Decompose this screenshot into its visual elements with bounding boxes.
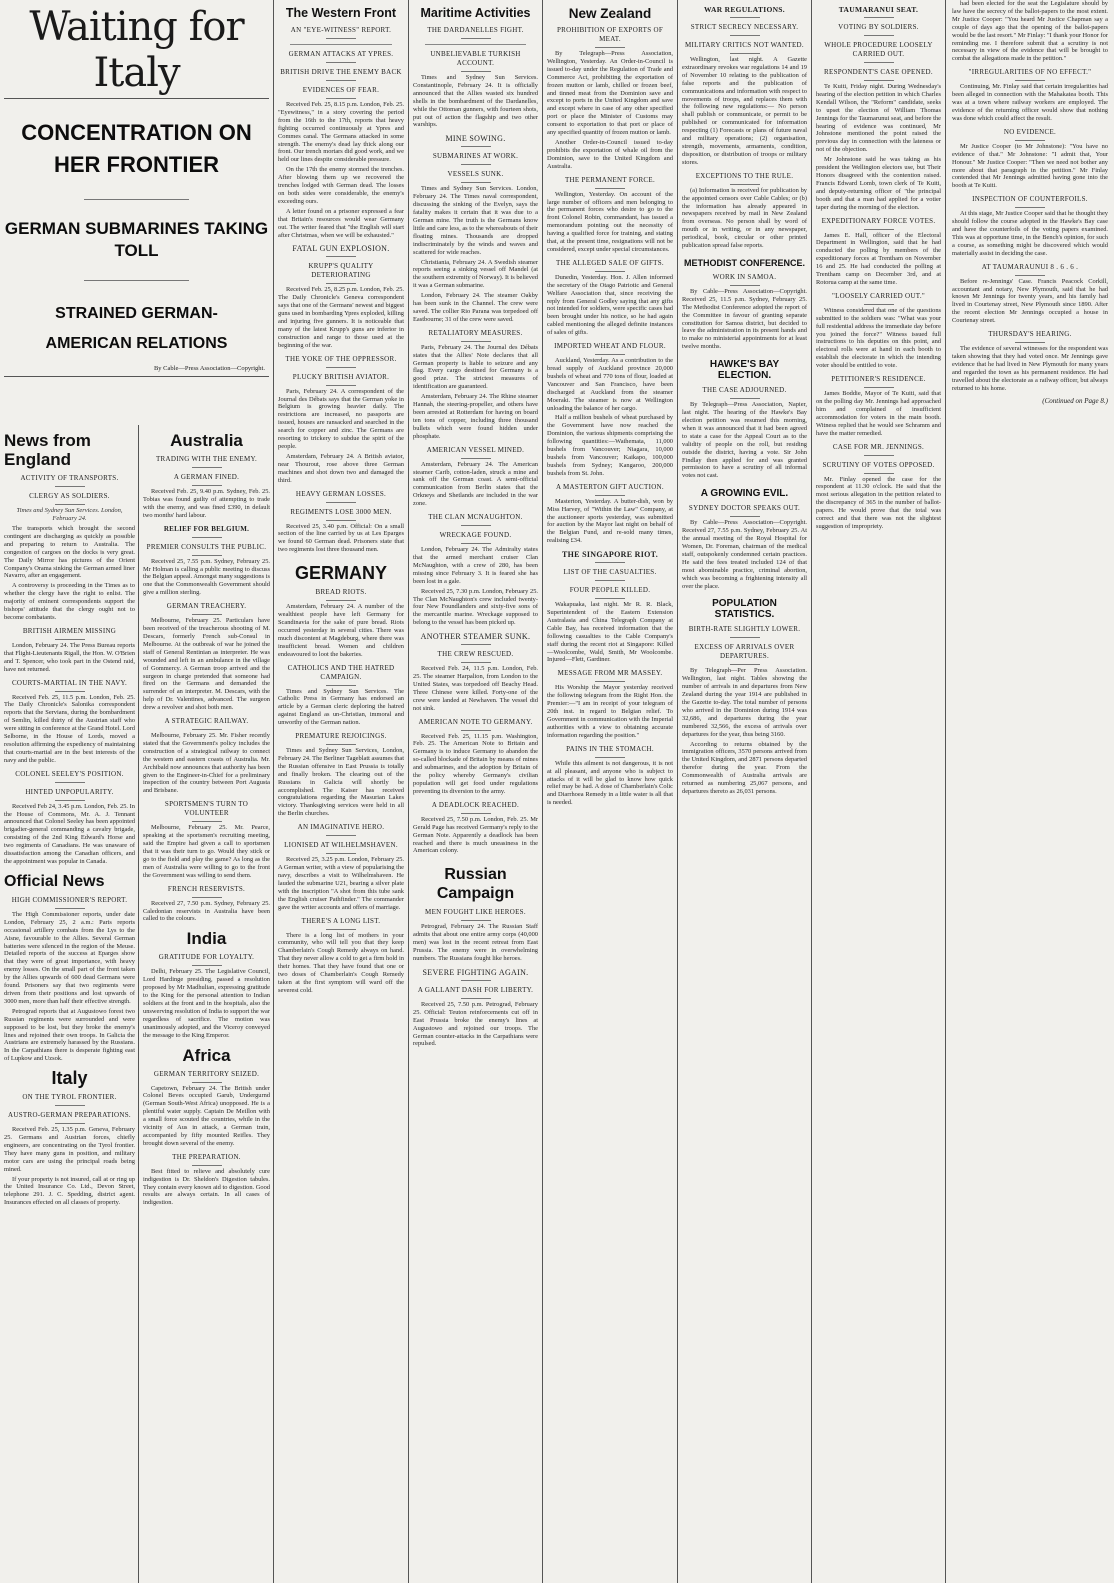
article-text: Received 25, 7.55 p.m. Sydney, February 25. Mr Holman is calling a public meeting to discuss the Belgian appeal. Amongst many suggestions is one that the Commonwealth Government should give a million sterling. bbox=[143, 557, 270, 597]
article-text: (a) Information is received for publication by the appointed censors over Cable Cables; or (b) the information has already appeared in newspapers received by mail in New Zealand from overseas. No person shall by word of mouth or in writing, or in any newspaper, periodical, book, circular or other printed publication spread false reports. bbox=[682, 186, 807, 250]
article-text: Capetown, February 24. The British under Colonel Beves occupied Garub, Undergurnd (German South-West Africa) unopposed. He is a plentiful water supply. Captain De Meillon with a small force scouted the countries, while in the vicinity of Aus in attack, a German train, accompanied by fifty mounted Reifles. They brought down several of the enemy. bbox=[143, 1084, 270, 1147]
article-text: James E. Hall, officer of the Electoral Department in Wellington, said that he had conducted the polling by members of the expeditionary forces at Trentham on November 16 and 25. He had conducted the polling at Trentham camp on December 3rd, and at Rotorua camp at the same time. bbox=[816, 231, 941, 286]
subhead: STRICT SECRECY NECESSARY. bbox=[682, 23, 807, 36]
subhead: HIGH COMMISSIONER'S REPORT. bbox=[4, 896, 135, 909]
subhead: KRUPP'S QUALITY DETERIORATING bbox=[278, 262, 404, 284]
article-text: Times and Sydney Sun Services. The Catholic Press in Germany has endorsed an article by a German cleric deploring the hatred against England as un-Christian, immoral and unworthy of the German nation. bbox=[278, 687, 404, 727]
front-section bbox=[0, 0, 273, 1583]
subhead: THE PERMANENT FORCE. bbox=[547, 176, 673, 189]
subhead: WORK IN SAMOA. bbox=[682, 273, 807, 286]
article-text: Paris, February 24. A correspondent of the Journal des Débats says that the German yoke in Belgium is growing heavier daily. The restrictions are increased, no passports are issued, houses are ransacked and searched in the search for copper and zinc. The Germans are resorting to trickery to subdue the spirit of the people. bbox=[278, 387, 404, 450]
article-text: By Telegraph—Per Press Association. Wellington, last night. Tables showing the number of arrivals in and departures from New Zealand during the year 1914 are published in the Gazette to-day. The total number of persons who arrived in the Dominion during 1914 was 32,686, and departures during the year numbered 32,566, the excess of arrivals over departures for the year, thus being 3160. bbox=[682, 667, 807, 738]
masthead-rule bbox=[4, 98, 269, 99]
subhead: HEAVY GERMAN LOSSES. bbox=[278, 490, 404, 503]
subhead: THE DARDANELLES FIGHT. bbox=[413, 26, 538, 39]
article-text: On the 17th the enemy stormed the trenches. After blowing them up we recovered the trenches lodged with German dead. The losses on both sides were considerable, the enemy's exceeding ours. bbox=[278, 166, 404, 205]
headline-submarines: GERMAN SUBMARINES TAKING TOLL bbox=[4, 219, 269, 260]
continuation-column bbox=[946, 0, 1114, 1583]
article-text: Received Feb. 25, 8.25 p.m. London, Feb. 25. The Daily Chronicle's Geneva correspondent says that one of the Germans' newest and biggest guns used in bombarding Ypres exploded, killing and injuring five gunners. It is noticeable that many of the latest Krupp's guns are inferior in construction and range to those used at the beginning of the war. bbox=[278, 286, 404, 349]
article-text: By Cable—Press Association—Copyright. Received 25, 11.5 p.m. Sydney, February 25. The Methodist Conference adopted the report of the Committee in favour of granting separate constitution for Samoa district, but decided to leave the administration in its present hands and to make no ministerial appointments for at least twelve months. bbox=[682, 287, 807, 351]
section-title-growing-evil: A GROWING EVIL. bbox=[700, 488, 789, 500]
subhead: SPORTSMEN'S TURN TO VOLUNTEER bbox=[143, 800, 270, 822]
subhead: A GERMAN FINED. bbox=[143, 473, 270, 486]
subhead: COURTS-MARTIAL IN THE NAVY. bbox=[4, 679, 135, 692]
subhead: AUSTRO-GERMAN PREPARATIONS. bbox=[4, 1111, 135, 1124]
article-text: Dunedin, Yesterday. Hon. J. Allen informed the secretary of the Otago Patriotic and General Welfare Association that, since receiving the reply from General Godley saying that any gifts not intended for soldiers, were specific cases had been brought under his notice, so he had again cabled mentioning the alleged definite instances of sales of gifts. bbox=[547, 273, 673, 337]
masthead: Waiting for Italy bbox=[29, 4, 244, 96]
article-text: A controversy is proceeding in the Times as to whether the clergy have the right to enlist. The majority of eminent correspondents support the bishops' attitude that the clergy ought not to become combatants. bbox=[4, 582, 135, 621]
subhead: MESSAGE FROM MR MASSEY. bbox=[547, 669, 673, 682]
subhead: VESSELS SUNK. bbox=[413, 170, 538, 183]
subhead: PLUCKY BRITISH AVIATOR. bbox=[278, 373, 404, 386]
subhead: AT TAUMARAUNUI 8 . 6 . 6 . bbox=[952, 263, 1108, 276]
subhead: AMERICAN VESSEL MINED. bbox=[413, 446, 538, 459]
article-text: The High Commissioner reports, under date London, February 25, 2 a.m.: Paris reports occasional artillery combats from the Lys to the Aisne, favourable to the Allies. Several German batteries were silenced in the region of the Meuse. Detailed reports of the success at Eparges show that they were of great importance, with heavy enemy losses. On the small part of the front taken by the Allies upwards of 600 dead Germans were found. Prisoners say that two regiments were driven from their positions and lost upwards of 3000 men, more than half their effective strength. bbox=[4, 910, 135, 1005]
subhead: PAINS IN THE STOMACH. bbox=[547, 745, 673, 758]
subhead: RELIEF FOR BELGIUM. bbox=[143, 525, 270, 538]
subhead: "LOOSELY CARRIED OUT." bbox=[816, 292, 941, 305]
subhead: SEVERE FIGHTING AGAIN. bbox=[413, 968, 538, 981]
subhead: SUBMARINES AT WORK. bbox=[413, 152, 538, 165]
article-text: By Telegraph—Press Association, Napier, last night. The hearing of the Hawke's Bay election petition was resumed this morning, when it was announced that it had been agreed to state a case for the Appeal Court as to the validity of people on the roll, but residing outside the district, having a vote. Sir John Findlay then applied for and was granted permission to have a scrutiny of all informal votes not cast. bbox=[682, 401, 807, 480]
article-text: According to returns obtained by the immigration officers, 3570 persons arrived from the United Kingdom, and 2871 persons departed therefor during the year. From the Commonwealth of Australia arrivals are returned as numbering 25,067 persons, and departures thereto as 26,031 persons. bbox=[682, 740, 807, 795]
advertisement: If your property is not insured, call at or ring up the United Insurance Co. Ltd., Devon Street, telephone 291. J. C. Spedding, district agent. Insurances effected on all classes of property. bbox=[4, 1175, 135, 1207]
article-text: At this stage, Mr Justice Cooper said that he thought they should follow the course adopted in the Hawke's Bay case and have the counterfoils of the voting papers examined. This was at opportune time, in the Bench's opinion, for such a course, as something might be discovered which would materially assist in deciding the case. bbox=[952, 210, 1108, 257]
advertisement: While this ailment is not dangerous, it is not at all pleasant, and anyone who is subject to attacks of it will be glad to know how quick relief may be had. A dose of Chamberlain's Colic and Diarrhoea Remedy in a little water is all that is needed. bbox=[547, 759, 673, 807]
article-text: London, February 24. The Press Bureau reports that Flight-Lieutenants Rigall, the Hon. W. O'Brien and T. Spencer, who took part in the Ostend raid, have not returned. bbox=[4, 641, 135, 673]
article-text: Received 25, 7.30 p.m. London, February 25. The Clan McNaughton's crew included twenty-four New Foundlanders and sixty-five sons of the mercantile marine. Wreckage supposed to belong to the vessel has been picked up. bbox=[413, 587, 538, 627]
article-text: Petrograd, February 24. The Russian Staff admits that about one entire army corps (40,000 men) was lost in the recent retreat from East Prussia. The enemy were in overwhelming numbers. The Russians fought like heroes. bbox=[413, 923, 538, 962]
subhead: THE YOKE OF THE OPPRESSOR. bbox=[278, 355, 404, 368]
subhead: GERMAN ATTACKS AT YPRES. bbox=[278, 50, 404, 63]
subhead: PROHIBITION OF EXPORTS OF MEAT. bbox=[547, 26, 673, 48]
article-text: Wellington, Yesterday. On account of the large number of officers and men belonging to the permanent forces who desire to go to the front Colonel Robin, commandant, has issued a memorandum pointing out the necessity of having a qualified force for training, and stating that, at the present time, resignations will not be considered, except under special circumstances. bbox=[547, 190, 673, 253]
subhead: EXPEDITIONARY FORCE VOTES. bbox=[816, 217, 941, 230]
article-text: Received 25, 7.50 p.m. London, Feb. 25. Mr Gerald Page has received Germany's reply to the German Note. Apparently a deadlock has been reached and there is much uneasiness in the American colony. bbox=[413, 815, 538, 855]
article-text: Masterton, Yesterday. A butter-dish, won by Miss Harvey, of "Within the Law" Company, at the auctioneer sports yesterday, was submitted for auction by the Mayor last night on behalf of the Belgian Fund, and re-sold many times, realising £34. bbox=[547, 497, 673, 545]
section-title-england: News from England bbox=[4, 431, 91, 469]
section-title-methodist: METHODIST CONFERENCE. bbox=[683, 257, 805, 268]
article-text: By Cable—Press Association—Copyright. Received 27, 7.55 p.m. Sydney, February 25. At the annual meeting of the Royal Hospital for Women, Dr. Foreman, chairman of the medical staff, outspokenly condemned certain practices. He said the fees treated included 124 of that most abominable practice, criminal abortion, which was becoming a frightening intensity all over the place. bbox=[682, 519, 807, 590]
subhead: THE PREPARATION. bbox=[143, 1153, 270, 1166]
divider bbox=[425, 44, 526, 45]
article-text: Received Feb. 25, 8.15 p.m. London, Feb. 25. "Eyewitness," in a story covering the period from the 16th to the 17th, reports that heavy fighting occurred continuously at Ypres and Commes canal. The Germans attacked in some strength. The enemy's dead lay thick along our front. Our trench mortars did good work, and we held our lines despite considerable pressure. bbox=[278, 101, 404, 164]
subhead: WAR REGULATIONS. bbox=[682, 5, 807, 18]
advertisement: There is a long list of mothers in your community, who will tell you that they keep Chamberlain's Cough Remedy always on hand. That they never allow a cold to get a firm hold in their homes. That they have found that one or two doses of Chamberlain's Cough Remedy taken at the first symptom will ward off the severest cold. bbox=[278, 931, 404, 994]
article-text: Amsterdam, February 24. The Rhine steamer Hannah, the steering-propeller, and others have been arrested at Rotterdam for having on board ten tons of copper, including three thousand bullets which were found hidden under phosphate. bbox=[413, 393, 538, 440]
article-text: Mr Johnstone said he was taking as his president the Wellington electors use, but Their Honors disagreed with the contention raised. Francis Edward Lomb, town clerk of Te Kuiti, and deputy-returning officer of "the principal booth and that a man had applied for a votier taper during the morning of the election. bbox=[816, 156, 941, 211]
article-text: By Telegraph—Press Association, Wellington, Yesterday. An Order-in-Council is issued to-day under the Regulation of Trade and Commerce Act, prohibiting the exportation of frozen mutton or lamb, chilled or frozen beef, and tinned meat from the Dominion save and except to ports in the United Kingdom and save and except where in case of any other specified port or place the Minister of Customs may consent to exportation to that port or place of any specified quantity of frozen mutton or lamb. bbox=[547, 50, 673, 137]
divider bbox=[4, 376, 269, 377]
subhead: FATAL GUN EXPLOSION. bbox=[278, 244, 404, 257]
continued-note: (Continued on Page 8.) bbox=[1042, 396, 1108, 405]
subhead: FRENCH RESERVISTS. bbox=[143, 885, 270, 898]
article-text: Received 25, 3.25 p.m. London, February 25. A German writer, with a view of popularising the navy, describes a visit to Wilhelmshaven. He lauded the submarine U21, bearing a silver plate with the inscription "A shot from this tube sank the English cruiser Pathfinder." The commander gave the writer accounts and offers of marriage. bbox=[278, 856, 404, 911]
subhead: "IRREGULARITIES OF NO EFFECT." bbox=[952, 68, 1108, 81]
article-text: Christiania, February 24. A Swedish steamer reports seeing a sinking vessel off Mandel (at the southern extremity of Norway). It is believed it was a German submarine. bbox=[413, 258, 538, 290]
article-text: A letter found on a prisoner expressed a fear that Britain's resources would wear Germany out. The writer feared that "the English will start after Christmas, when we will be exhausted." bbox=[278, 207, 404, 239]
subhead: SCRUTINY OF VOTES OPPOSED. bbox=[816, 461, 941, 474]
subhead: EXCESS OF ARRIVALS OVER DEPARTURES. bbox=[682, 643, 807, 665]
subhead: PREMATURE REJOICINGS. bbox=[278, 732, 404, 745]
section-title-hawkes-bay: HAWKE'S BAY ELECTION. bbox=[709, 359, 780, 382]
article-text: Auckland, Yesterday. As a contribution to the bread supply of Auckland province 20,000 bushels of wheat and 770 tons of flour, loaded at Vancouver and San Francisco, have been discharged at Auckland from the steamer Moeraki. The steamer is now at Wellington unloading the balance of her cargo. bbox=[547, 357, 673, 412]
subhead: BRITISH AIRMEN MISSING bbox=[4, 627, 135, 640]
article-text: Before re-Jennings' Case. Francis Peacock Corkill, accountant and notary, New Plymouth, said that he had known Mr Jennings for twenty years, and his family had lived in Courtenay street, New Plymouth since 1890. After the recent election Mr Jennings occupied a house in Courtenay street. bbox=[952, 277, 1108, 325]
subhead: PREMIER CONSULTS THE PUBLIC. bbox=[143, 543, 270, 556]
article-text: Melbourne, February 25. Particulars have been received of the treacherous shooting of M. Descars, formerly French sub-Consul in Melbourne. At the outbreak of war he joined the staff of General Rentinian as interpreter. He was wounded and left in an ambulance in the village of Gommercy. A German troop arrived and the surgeon in charge pretended that someone had fired on the Germans and demanded the surrender of an interpreter. M. Descars, with the help of Dr. Valentines, advanced. The surgeon drew a revolver and shot both men. bbox=[143, 617, 270, 712]
subhead: THE CREW RESCUED. bbox=[413, 650, 538, 663]
article-text: Received Feb. 25, 1.35 p.m. Geneva, February 25. Germans and Austrian forces, chiefly engineers, are concentrating on the Tyrol frontier. They have many guns in position, and military motor cars are using the principal roads being mined. bbox=[4, 1126, 135, 1173]
section-title-germany: GERMANY bbox=[294, 563, 387, 584]
section-title-official: Official News bbox=[4, 872, 105, 890]
subhead: RETALIATORY MEASURES. bbox=[413, 329, 538, 342]
column-rule bbox=[138, 425, 139, 1583]
article-text: Times and Sydney Sun Services. Constantinople, February 24. It is officially announced that the Allies wasted six hundred shells in the bombardment of the Dardanelles, while the Ottoman gunners, with fourteen shots, put out of action the flagship and two other warships. bbox=[413, 74, 538, 129]
subhead: LIONISED AT WILHELMSHAVEN. bbox=[278, 841, 404, 854]
subhead: REGIMENTS LOSE 3000 MEN. bbox=[278, 508, 404, 521]
article-text: His Worship the Mayor yesterday received the following telegram from the Right Hon. the Premier:—"I am in receipt of your telegram of 20th inst. in regard to Belgian relief. To Government in communication with the Imperial authorities with a view to obtaining accurate information regarding the position." bbox=[547, 684, 673, 739]
subhead: BRITISH DRIVE THE ENEMY BACK bbox=[278, 68, 404, 81]
section-title-western-front: The Western Front bbox=[285, 6, 397, 20]
war-regulations-column bbox=[678, 0, 811, 1583]
article-text: London, February 24. The steamer Oakby has been sunk in the Channel. The crew were saved. The collier Rio Parana was torpedoed off Eastbourne; 31 of the crew were saved. bbox=[413, 292, 538, 323]
subhead: MEN FOUGHT LIKE HEROES. bbox=[413, 908, 538, 921]
article-text: James Boddie, Mayor of Te Kuiti, said that on the polling day Mr. Jennings had approached him and complained of insufficient accommodation for voters in the main booth. Witness replied that he would see Schramm and have the matter remedied. bbox=[816, 390, 941, 437]
section-title-russian: Russian Campaign bbox=[436, 866, 515, 903]
article-text: Mr. Finlay opened the case for the respondent at 11.30 o'clock. He said that the most serious allegation in the petition related to the discrepancy of 365 in the number of ballot-papers. He would prove that the total was correct and that there was not the slightest suggestion of impropriety. bbox=[816, 475, 941, 530]
subhead: HINTED UNPOPULARITY. bbox=[4, 788, 135, 801]
subhead: EXCEPTIONS TO THE RULE. bbox=[682, 172, 807, 185]
article-text: Amsterdam, February 24. The American steamer Carib, cotton-laden, struck a mine and sank off the German coast. A semi-official communication from Berlin states that the Orkneys and Shetlands are included in the war zone. bbox=[413, 460, 538, 508]
subhead: AN "EYE-WITNESS" REPORT. bbox=[278, 26, 404, 39]
subhead: BREAD RIOTS. bbox=[278, 588, 404, 601]
subhead: GERMAN TERRITORY SEIZED. bbox=[143, 1070, 270, 1083]
article-text: Petrograd reports that at Augustowo forest two Russian regiments were surrounded and were supposed to be lost, but they broke the enemy's lines and rejoined their own troops. In Galicia the Austrians are extremely harassed by the Russians. In the Carpathians there is desperate fighting east of Lupkow and Uzsok. bbox=[4, 1007, 135, 1063]
article-text: Wakapuaka, last night. Mr R. R. Black, Superintendent of the Eastern Extension Australasia and China Telegraph Company at Cable Bay, has received information that the following casualties to the Cable Company's staff during the recent riot at Singapore: Killed—Woolcombe, Wald, Smith, Mr Woolcombe. Injured—Flett, Gardiner. bbox=[547, 601, 673, 664]
section-title-new-zealand: New Zealand bbox=[568, 6, 652, 21]
article-text: Continuing, Mr. Finlay said that certain irregularities had been alleged in connection with the Mahakatea booth. This was at a town where railway workers are employed. The evidence of the returning officer would show that nothing was done which could affect the result. bbox=[952, 83, 1108, 122]
article-text: London, February 24. The Admiralty states that the armed merchant cruiser Clan McNaughton, with a crew of 280, has been missing since February 3. It is feared she has been lost in a gale. bbox=[413, 546, 538, 585]
article-text: Mr Justice Cooper (to Mr Johnstone): "You have no evidence of that." Mr Johnstone: "I admit that, Your Honour." Mr Justice Cooper: "Then we need not bother any more about that paragraph in the petition." Mr Finlay contended that Mr Jennings admitted having gone into the booth at Te Kuiti. bbox=[952, 142, 1108, 190]
section-title-maritime: Maritime Activities bbox=[420, 6, 531, 20]
article-text: The transports which brought the second contingent are discharging as quickly as possible and preparing to return to Australia. The congestion of cargoes on the docks is very great. The Daily Mirror has pictures of the Orient Company's Orama sinking the German armed liner Navarro, after an engagement. bbox=[4, 525, 135, 580]
divider bbox=[84, 280, 189, 281]
subhead: MILITARY CRITICS NOT WANTED. bbox=[682, 41, 807, 54]
article-text: Witness considered that one of the questions submitted to the soldiers was: "What was your full residential address the immediate day before you joined the force?" Witness issued full instructions to his deputies on this point, and electoral rolls were at hand in each booth to establish the electorate in which the intending voter should be entitled to vote. bbox=[816, 306, 941, 370]
section-title-india: India bbox=[186, 929, 227, 949]
divider bbox=[84, 199, 189, 200]
subhead: A MASTERTON GIFT AUCTION. bbox=[547, 483, 673, 496]
article-text: Received 27, 7.50 p.m. Sydney, February 25. Caledonian reservists in Australia have been called to the colours. bbox=[143, 899, 270, 923]
subhead: CATHOLICS AND THE HATRED CAMPAIGN. bbox=[278, 664, 404, 686]
advertisement: Best fitted to relieve and absolutely cure indigestion is Dr. Sheldon's Digestion tabules. They contain every known aid to digestion. Good results are always certain. In all cases of indigestion. bbox=[143, 1167, 270, 1207]
press-credit: By Cable—Press Association—Copyright. bbox=[153, 365, 265, 372]
subhead: WRECKAGE FOUND. bbox=[413, 531, 538, 544]
subhead: THE ALLEGED SALE OF GIFTS. bbox=[547, 259, 673, 272]
subhead: A DEADLOCK REACHED. bbox=[413, 801, 538, 814]
article-text: Times and Sydney Sun Services, London, February 24. The Berliner Tageblatt assumes that the Russian offensive in East Prussia is totally and finally broken. The clearing out of the Russians in Galicia will shortly be accomplished. The Kaiser has received congratulations regarding the Masurian Lakes victory. Thanksgiving services were held in all the Berlin churches. bbox=[278, 747, 404, 818]
article-text: Received Feb. 25, 9.40 p.m. Sydney, Feb. 25. Tobias was found guilty of attempting to trade with the enemy, and was fined £390, in default two months' hard labour. bbox=[143, 488, 270, 519]
section-title-italy: Italy bbox=[51, 1068, 88, 1089]
article-text: Te Kuiti, Friday night. During Wednesday's hearing of the election petition in which Charles Kendall Wilson, the "Reform" candidate, seeks to upset the election of William Thomas Jennings for the Taumarunui seat, and before the hearing of evidence was continued, Mr Johnstone mentioned the point raised the previous day in connection with the lateness or not of the objection. bbox=[816, 83, 941, 154]
subhead: AMERICAN NOTE TO GERMANY. bbox=[413, 718, 538, 731]
article-text: Received Feb 24, 3.45 p.m. London, Feb. 25. In the House of Commons, Mr. A. J. Tennant announced that Colonel Seeley has been appointed brigadier-general commanding a cavalry brigade, consisting of the 2nd King Edward's Horse and two regiments of Canadians. He was unaware of dissatisfaction among the Canadian officers, and the appointment was popular in Canada. bbox=[4, 802, 135, 865]
subhead: NO EVIDENCE. bbox=[952, 128, 1108, 141]
article-text: The evidence of several witnesses for the respondent was taken showing that they had voted once. Mr Jennings gave evidence that he had lived in New Plymouth for many years and regarded the town as his permanent residence. He had travelled about the electorate as a railway officer, but always returned to his home. bbox=[952, 345, 1108, 392]
article-text: Received Feb. 25, 11.5 p.m. London, Feb. 25. The Daily Chronicle's Salonika correspondent reports that the Servians, during the bombardment of Semlin, killed thirty of the Austrian staff who were sitting in conference at the Grand Hotel. Lord Selborne, in the House of Lords, moved a resolution affirming the expediency of maintaining that courts-martial are in the best interests of the navy and the public. bbox=[4, 693, 135, 764]
subhead: MINE SOWING. bbox=[413, 134, 538, 147]
article-text: Melbourne, February 25. Mr. Fisher recently stated that the Government's policy includes the construction of a strategical railway to connect the western and eastern coasts of Australia. Mr. Archibald now announces that authority has been given to the Engineer-in-Chief for a preliminary inspection of the country between Port Augusta and Brisbane. bbox=[143, 732, 270, 795]
article-text: Paris, February 24. The Journal des Débats states that the Allies' Note declares that all German property is liable to seizure and any flag. Every cargo destined for Germany is a good prize. The strictest measures of identification are guaranteed. bbox=[413, 343, 538, 391]
article-text: had been elected for the seat the Legislature should by law have the secrecy of the ballot-papers to the most extent. Mr Justice Cooper: "You heard Mr Justice Chapman say a couple of days ago that the opening of the ballot-papers would be the last resort." Mr Finlay: "I thank your Honor for reminding me. I therefore submit that a scrutiny is not necessary in view of the evidence that will be brought to combat the allegations made in the petition." bbox=[952, 0, 1108, 63]
subhead: UNBELIEVABLE TURKISH ACCOUNT. bbox=[413, 50, 538, 72]
article-text: Melbourne, February 25. Mr. Pearce, speaking at the sportsmen's recruiting meeting, said the Empire had given a call to sportsmen that it was their turn to go. Would they stick or go to the field and play the game? As long as the men of Australia were willing to go to the front the Government was willing to send them. bbox=[143, 824, 270, 879]
article-text: Delhi, February 25. The Legislative Council, Lord Hardinge presiding, passed a resolution proposed by Mr Madhulian, expressing gratitude to the King for the personal attention to Indian soldiers at the front and in the hospitals, also the unswerving resolution of India to support the war regardless of sacrifice. The motion was unanimously adopted, and the Viceroy conveyed the message to the King Emperor. bbox=[143, 968, 270, 1039]
article-text: Received Feb. 25, 11.15 p.m. Washington, Feb. 25. The American Note to Britain and Germany is to induce Germany to abandon the so-called blockade of Britain by means of mines and submarines, and the adoption by Britain of the policy whereby Germany's civilian population will get food under regulations preventing its diversion to the army. bbox=[413, 732, 538, 795]
subhead: INSPECTION OF COUNTERFOILS. bbox=[952, 195, 1108, 208]
subhead: TAUMARANUI SEAT. bbox=[816, 5, 941, 18]
subhead: THE CLAN MCNAUGHTON. bbox=[413, 513, 538, 526]
subhead: THE CASE ADJOURNED. bbox=[682, 386, 807, 399]
subhead: CASE FOR MR. JENNINGS. bbox=[816, 443, 941, 456]
article-text: Half a million bushels of wheat purchased by the Government have now reached the Dominion, the various shipments comprising the following quantities:—Waihemata, 11,000 bushels from Vancouver; Niagara, 10,000 bushels from Vancouver; Kaikapo, 100,000 bushels from Sydney; Kangaroo, 200,000 bushels from St. John. bbox=[547, 414, 673, 477]
subhead: A GALLANT DASH FOR LIBERTY. bbox=[413, 986, 538, 999]
subhead: TRADING WITH THE ENEMY. bbox=[143, 455, 270, 468]
subhead: RESPONDENT'S CASE OPENED. bbox=[816, 68, 941, 81]
subhead: PETITIONER'S RESIDENCE. bbox=[816, 375, 941, 388]
subhead: THURSDAY'S HEARING. bbox=[952, 330, 1108, 343]
section-title-population: POPULATION STATISTICS. bbox=[712, 598, 777, 621]
subhead: COLONEL SEELEY'S POSITION. bbox=[4, 770, 135, 783]
headline-concentration: CONCENTRATION ON HER FRONTIER bbox=[21, 120, 252, 177]
dateline: Times and Sydney Sun Services. London, February 24. bbox=[16, 507, 123, 522]
western-front-column bbox=[274, 0, 408, 1583]
article-text: Wellington, last night. A Gazette extraordinary revokes war regulations 14 and 19 of November 10 relating to the publication of false reports and the publication of communications and information with respect to movements of troops, and replaces them with the following new regulations:— No person shall publish or communicate, or permit to be published or communicated for information respecting (1) Forecasts or plans of future naval and military operations; (2) organisation, strength, movements, armaments, condition, disposition, or distribution of troops or military stores. bbox=[682, 56, 807, 166]
subhead: AN IMAGINATIVE HERO. bbox=[278, 823, 404, 836]
subhead: LIST OF THE CASUALTIES. bbox=[547, 568, 673, 581]
subhead: CLERGY AS SOLDIERS. bbox=[4, 492, 135, 505]
subhead: VOTING BY SOLDIERS. bbox=[816, 23, 941, 36]
subhead: FOUR PEOPLE KILLED. bbox=[547, 586, 673, 599]
subhead: IMPORTED WHEAT AND FLOUR. bbox=[547, 342, 673, 355]
article-text: Times and Sydney Sun Services. London, February 24. The Times naval correspondent, discussing the sinking of the Evelyn, says the fatality makes it certain that it was due to a German mine. The truth is the Germans know little and care less, as to the whereabouts of their floating mines. Thousands are dropped indiscriminately by the winds and waves and scattered for wide reaches. bbox=[413, 185, 538, 256]
new-zealand-column bbox=[543, 0, 677, 1583]
subhead: ACTIVITY OF TRANSPORTS. bbox=[4, 474, 135, 487]
divider bbox=[290, 44, 392, 45]
subhead: SYDNEY DOCTOR SPEAKS OUT. bbox=[682, 504, 807, 517]
australia-column bbox=[143, 425, 270, 1583]
taumarunui-column bbox=[812, 0, 945, 1583]
subhead: WHOLE PROCEDURE LOOSELY CARRIED OUT. bbox=[816, 41, 941, 63]
subhead: GERMAN TREACHERY. bbox=[143, 602, 270, 615]
headline-relations: STRAINED GERMAN-AMERICAN RELATIONS bbox=[45, 305, 228, 352]
article-text: Another Order-in-Council issued to-day prohibits the exportation of whale oil from the Dominion, save to the United Kingdom and Australia. bbox=[547, 138, 673, 170]
article-text: Received 25, 7.50 p.m. Petrograd, February 25. Official: Teuton reinforcements cut off in East Prussia broke the enemy's lines at Augustowo and rejoined our troops. The German counter-attacks in the Carpathians were repulsed. bbox=[413, 1000, 538, 1048]
section-title-africa: Africa bbox=[182, 1045, 231, 1065]
article-text: Amsterdam, February 24. A number of the wealthiest people have left Germany for Scandinavia for the sake of pure bread. Riots occurred yesterday in several cities. There was much discontent at Magdeburg, where there was insufficient bread. Women and children endeavoured to loot the bakeries. bbox=[278, 603, 404, 658]
england-column bbox=[4, 425, 135, 1583]
subhead: A STRATEGIC RAILWAY. bbox=[143, 717, 270, 730]
subhead: THERE'S A LONG LIST. bbox=[278, 917, 404, 930]
subhead: GRATITUDE FOR LOYALTY. bbox=[143, 953, 270, 966]
subhead: EVIDENCES OF FEAR. bbox=[278, 86, 404, 99]
article-text: Amsterdam, February 24. A British aviator, near Thourout, rose above three German machines and shot down two and damaged the third. bbox=[278, 452, 404, 484]
maritime-column bbox=[409, 0, 542, 1583]
subhead: ANOTHER STEAMER SUNK. bbox=[413, 632, 538, 645]
subhead: BIRTH-RATE SLIGHTLY LOWER. bbox=[682, 625, 807, 638]
subhead: THE SINGAPORE RIOT. bbox=[547, 550, 673, 563]
article-text: Received 25, 3.40 p.m. Official: On a small section of the line carried by us at Les Eparges we found 60 German dead. Prisoners state that two regiments lost three thousand men. bbox=[278, 522, 404, 554]
subhead: ON THE TYROL FRONTIER. bbox=[4, 1093, 135, 1106]
article-text: Received Feb. 24, 11.5 p.m. London, Feb. 25. The steamer Harpalion, from London to the United States, was torpedoed off Beachy Head. Three Chinese were killed. Forty-one of the crew were landed at Newhaven. The vessel did not sink. bbox=[413, 665, 538, 712]
section-title-australia: Australia bbox=[170, 431, 243, 450]
